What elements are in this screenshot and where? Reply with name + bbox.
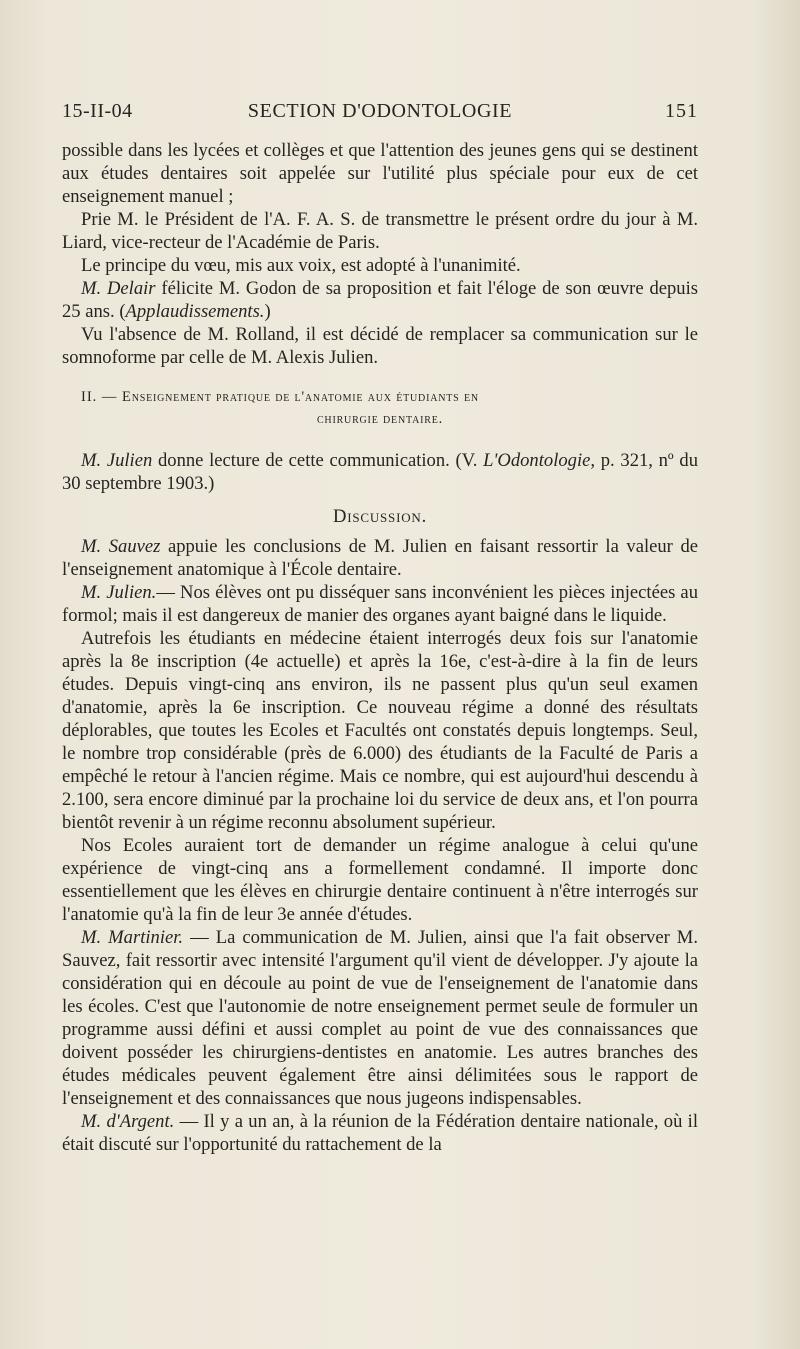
paragraph: Nos Ecoles auraient tort de demander un régime analogue à celui qu'une expérience de vingt-cinq ans a formellement condamné. Il importe donc essentiellement que les élèves en chirurgie dentaire continuent à n'être interrogés sur l'anatomie qu'à la fin de leur 3e année d'études. xyxy=(62,835,698,925)
paragraph: Le principe du vœu, mis aux voix, est adopté à l'unanimité. xyxy=(81,255,521,276)
header-date: 15-II-04 xyxy=(62,100,133,122)
section-title-line2: chirurgie dentaire. xyxy=(316,411,444,427)
paragraph: possible dans les lycées et collèges et que l'attention des jeunes gens qui se destinent aux études dentaires soit appelée sur l'utilité plus spéciale pour eux de cet enseignement manuel ; xyxy=(62,140,698,207)
paragraph xyxy=(62,1110,698,1156)
speaker-name: M. d'Argent. xyxy=(81,1111,175,1132)
paragraph-text: — Nos élèves ont pu disséquer sans inconvénient les pièces injectées au formol; mais il est dangereux de manier des organes ayant baigné dans le liquide. xyxy=(62,582,698,626)
paragraph: Prie M. le Président de l'A. F. A. S. de transmettre le présent ordre du jour à M. Liard, vice-recteur de l'Académie de Paris. xyxy=(62,209,698,253)
page-number: 151 xyxy=(665,100,698,122)
paragraph-text: appuie les conclusions de M. Julien en faisant ressortir la valeur de l'enseignement anatomique à l'École dentaire. xyxy=(62,536,698,580)
speaker-name: M. Julien. xyxy=(81,582,157,603)
section-title-line1: Enseignement pratique de l'anatomie aux étudiants en xyxy=(122,389,479,405)
section-heading xyxy=(62,386,698,430)
speaker-name: M. Delair xyxy=(81,278,156,299)
paragraph-text: donne lecture de cette communication. (V. xyxy=(152,450,484,471)
speaker-name: M. Julien xyxy=(81,450,153,471)
header-title: SECTION D'ODONTOLOGIE xyxy=(247,100,513,122)
running-header xyxy=(62,100,698,128)
discussion-heading: Discussion. xyxy=(332,506,428,527)
applause-note: Applaudissements. xyxy=(125,301,265,322)
section-number: II. — xyxy=(81,389,123,405)
paragraph xyxy=(62,581,698,627)
paragraph xyxy=(62,926,698,1110)
speaker-name: M. Martinier. xyxy=(81,927,184,948)
paragraph-text: — Il y a un an, à la réunion de la Fédération dentaire nationale, où il était discuté sur l'opportunité du rattachement de la xyxy=(62,1111,698,1155)
paragraph xyxy=(62,535,698,581)
paragraph-text: — La communication de M. Julien, ainsi que l'a fait observer M. Sauvez, fait ressortir avec intensité l'argument qu'il vient de développer. J'y ajoute la considération qui en découle au point de vue de l'enseignement de l'anatomie dans les écoles. C'est que l'autonomie de notre enseignement permet seule de formuler un programme aussi défini et aussi complet au point de vue des connaissances que doivent posséder les chirurgiens-dentistes en anatomie. Les autres branches des études médicales peuvent également être ainsi délimitées sous le rapport de l'enseignement et des connaissances que nous jugeons indispensables. xyxy=(62,927,698,1109)
journal-title: L'Odontologie, xyxy=(483,450,596,471)
paragraph-text: félicite M. Godon de sa proposition et fait l'éloge de son œuvre depuis 25 ans. ( xyxy=(62,278,698,322)
paragraph xyxy=(62,277,698,323)
paragraph-text: p. 321, nº du 30 septembre 1903.) xyxy=(62,450,699,494)
speaker-name: M. Sauvez xyxy=(81,536,161,557)
paragraph xyxy=(62,449,698,495)
page-body xyxy=(62,139,698,1156)
paragraph: Vu l'absence de M. Rolland, il est décidé de remplacer sa communication sur le somnoforme par celle de M. Alexis Julien. xyxy=(62,324,698,368)
paragraph: Autrefois les étudiants en médecine étaient interrogés deux fois sur l'anatomie après la 8e inscription (4e actuelle) et après la 16e, c'est-à-dire à la fin de leurs études. Depuis vingt-cinq ans environ, ils ne passent plus qu'un seul examen d'anatomie, après la 6e inscription. Ce nouveau régime a donné des résultats déplorables, que toutes les Ecoles et Facultés ont constatés depuis longtemps. Seul, le nombre trop considérable (près de 6.000) des étudiants de la Faculté de Paris a empêché le retour à l'ancien régime. Mais ce nombre, qui est aujourd'hui descendu à 2.100, sera encore diminué par la prochaine loi du service de deux ans, et l'on pourra bientôt revenir à un régime reconnu absolument supérieur. xyxy=(62,628,698,833)
paragraph-text: ) xyxy=(264,301,271,322)
